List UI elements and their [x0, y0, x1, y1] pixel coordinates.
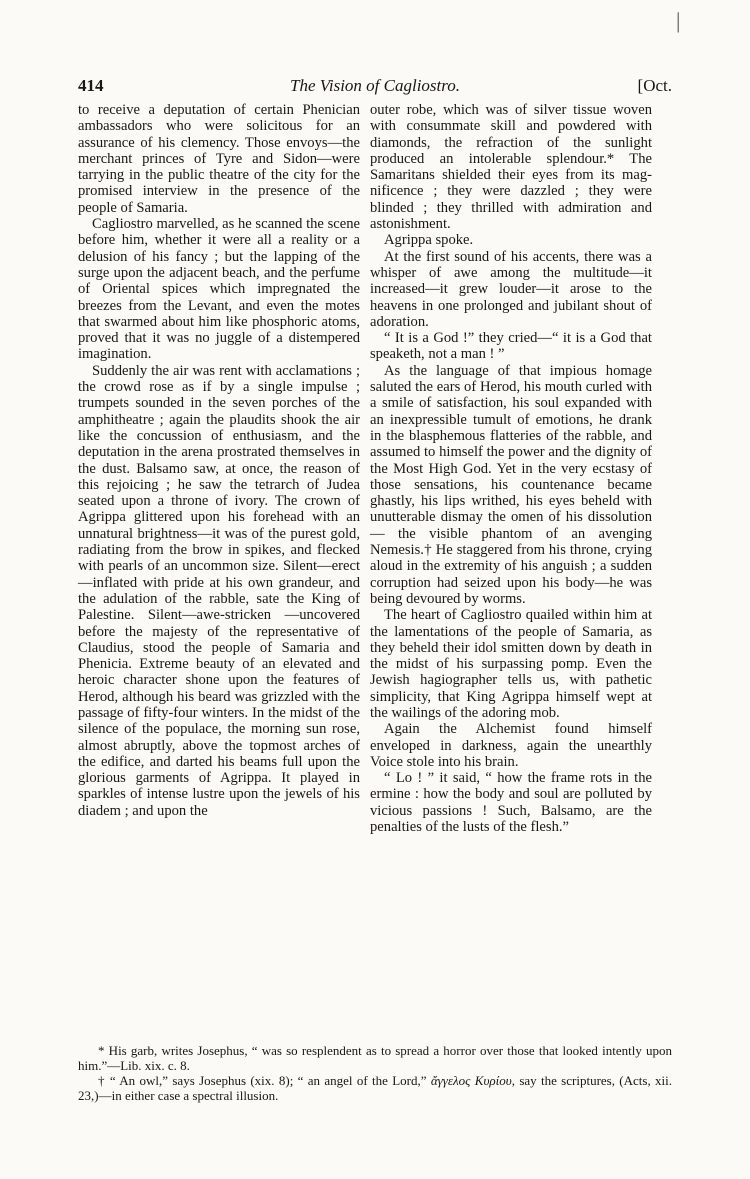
page-number: 414 [78, 76, 104, 95]
footnotes [78, 1043, 672, 1103]
paragraph: Cagliostro marvelled, as he scanned the scene before him, whether it were all a reality or a delusion of his fancy ; but the lapping of the surge upon the adjacent beach, and the perfume of Oriental spices which impregnated the breezes from the Levant, and even the motes that swarmed about him like phosphoric atoms, proved that it was no juggle of a distempered imagination. [78, 216, 360, 363]
running-title: The Vision of Cagliostro. [289, 76, 461, 95]
paragraph: Again the Alchemist found himself enveloped in darkness, again the unearthly Voice stole into his brain. [370, 721, 652, 770]
paragraph: Suddenly the air was rent with acclamations ; the crowd rose as if by a single impulse ; trumpets sounded in the seven porches of the amphitheatre ; again the plaudits shook the air like the concussion of enthusiasm, and the deputation in the arena prostrated themselves in the dust. Balsamo saw, at once, the reason of this rejoicing ; he saw the tetrarch of Judea seated upon a throne of ivory. The crown of Agrippa glittered upon his forehead with an unnatural brightness—it was of the purest gold, radiating from the brow in spikes, and flecked with pearls of an uncommon size. Silent—erect—inflated with pride at his own grandeur, and the adulation of the rabble, sate the King of Palestine. Silent—awe-stricken —uncovered before the majesty of the representative of Claudius, stood the people of Samaria and Phenicia. Extreme beauty of an elevated and heroic character shone upon the features of Herod, although his beard was grizzled with the passage of fifty-four winters. In the midst of the silence of the populace, the morning sun rose, almost abruptly, above the topmost arches of the edifice, and darted his beams full upon the glorious garments of Agrippa. It played in sparkles of intense lustre upon the jewels of his diadem ; and upon the [78, 362, 360, 819]
paragraph: “ Lo ! ” it said, “ how the frame rots in the ermine : how the body and soul are polluted by vicious passions ! Such, Balsamo, are the penalties of the lusts of the flesh.” [370, 770, 652, 836]
footnote-1: * His garb, writes Josephus, “ was so resplendent as to spread a horror over those that looked intently upon him.”—Lib. xix. c. 8. [78, 1043, 672, 1073]
paragraph: “ It is a God !” they cried—“ it is a God that speaketh, not a man ! ” [370, 330, 652, 363]
right-column [370, 102, 652, 835]
paragraph: At the first sound of his accents, there was a whisper of awe among the multitude—it increased—it grew louder—it arose to the heavens in one prolonged and jubilant shout of adoration. [370, 248, 652, 330]
footnote-2-text-end: , say the scriptures, (Acts, xii. 23,)—in either case a spectral illusion. [78, 1073, 673, 1103]
margin-mark: | [676, 8, 681, 33]
header-date: [Oct. [637, 76, 672, 95]
paragraph: The heart of Cagliostro quailed within him at the lamentations of the people of Samaria, as they beheld their idol smitten down by death in the midst of his surpassing pomp. Even the Jewish hagiographer tells us, with pathetic simplicity, that King Agrippa himself wept at the wailings of the adoring mob. [370, 607, 652, 721]
footnote-2 [78, 1073, 672, 1103]
paragraph: to receive a deputation of certain Phenician ambassadors who were solicitous for an assurance of his clemency. Those envoys—the merchant princes of Tyre and Sidon—were tarrying in the public theatre of the city for the promised interview in the presence of the people of Samaria. [78, 102, 360, 216]
paragraph: outer robe, which was of silver tissue woven with consummate skill and powdered with diamonds, the refraction of the sunlight produced an intolerable splendour.* The Samaritans shielded their eyes from its magnificence ; they were dazzled ; they were blinded ; they thrilled with admiration and astonishment. [370, 102, 652, 233]
page-header [78, 76, 672, 100]
footnote-2-text: † “ An owl,” says Josephus (xix. 8); “ an angel of the Lord,” [98, 1073, 427, 1088]
left-column [78, 102, 360, 819]
footnote-2-greek: ἄγγελος Κυρίου [430, 1073, 512, 1088]
paragraph: Agrippa spoke. [384, 232, 474, 249]
paragraph: As the language of that impious homage saluted the ears of Herod, his mouth curled with a smile of satisfaction, his soul expanded with an inexpressible tumult of emotions, he drank in the blasphemous flatteries of the rabble, and assumed to himself the power and the dignity of the Most High God. Yet in the very ecstasy of those sensations, his countenance became ghastly, his lips writhed, his eyes beheld with unutterable dismay the omen of his dissolution — the visible phantom of an avenging Nemesis.† He staggered from his throne, crying aloud in the extremity of his anguish ; a sudden corruption had seized upon his body—he was being devoured by worms. [370, 362, 652, 607]
